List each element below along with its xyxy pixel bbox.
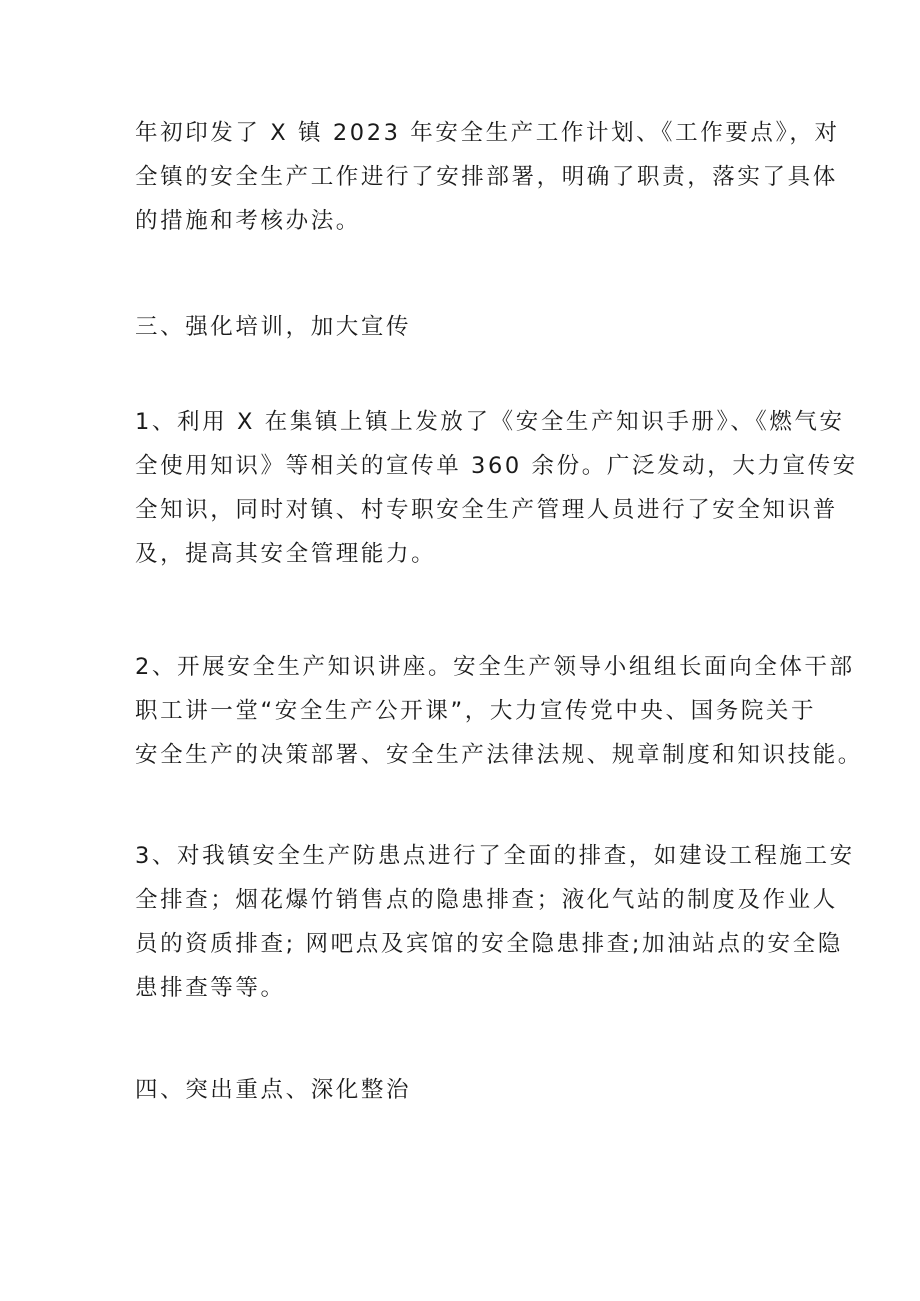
list-item-2 bbox=[135, 645, 863, 777]
paragraph-line: 1、利用 X 在集镇上镇上发放了《安全生产知识手册》、《燃气安 bbox=[135, 409, 845, 435]
paragraph-line: 年初印发了 X 镇 2023 年安全生产工作计划、《工作要点》，对 bbox=[135, 120, 840, 146]
list-item-3 bbox=[135, 834, 855, 1010]
paragraph-intro bbox=[135, 111, 840, 243]
paragraph-line: 的措施和考核办法。 bbox=[135, 208, 361, 234]
paragraph-line: 全使用知识》等相关的宣传单 360 余份。广泛发动，大力宣传安 bbox=[135, 453, 858, 479]
paragraph-line: 全知识，同时对镇、村专职安全生产管理人员进行了安全知识普 bbox=[135, 497, 838, 523]
paragraph-line: 及，提高其安全管理能力。 bbox=[135, 541, 437, 567]
paragraph-line: 2、开展安全生产知识讲座。安全生产领导小组组长面向全体干部 bbox=[135, 654, 855, 680]
section-heading-4: 四、突出重点、深化整治 bbox=[135, 1077, 412, 1103]
paragraph-line: 员的资质排查; 网吧点及宾馆的安全隐患排查;加油站点的安全隐 bbox=[135, 931, 843, 957]
paragraph-line: 患排查等等。 bbox=[135, 975, 286, 1001]
paragraph-line: 安全生产的决策部署、安全生产法律法规、规章制度和知识技能。 bbox=[135, 742, 863, 768]
section-heading-3: 三、强化培训，加大宣传 bbox=[135, 314, 412, 340]
list-item-1 bbox=[135, 400, 858, 576]
paragraph-line: 职工讲一堂“安全生产公开课”，大力宣传党中央、国务院关于 bbox=[135, 698, 817, 724]
paragraph-line: 全排查；烟花爆竹销售点的隐患排查；液化气站的制度及作业人 bbox=[135, 887, 838, 913]
paragraph-line: 全镇的安全生产工作进行了安排部署，明确了职责，落实了具体 bbox=[135, 164, 838, 190]
paragraph-line: 3、对我镇安全生产防患点进行了全面的排查，如建设工程施工安 bbox=[135, 843, 855, 869]
